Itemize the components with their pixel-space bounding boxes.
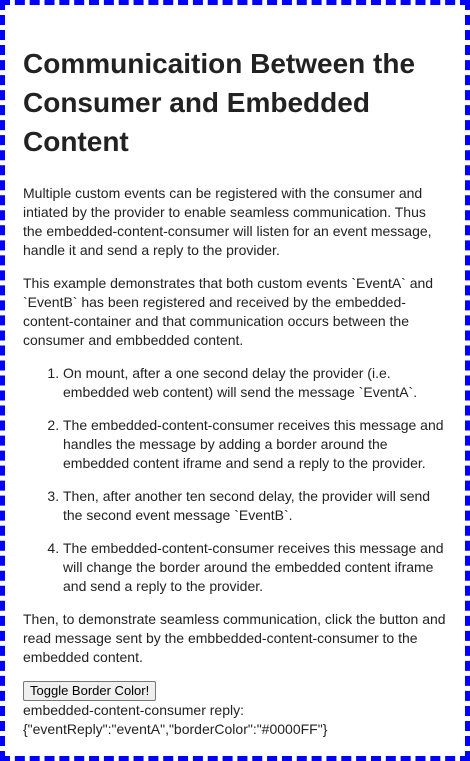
list-item: 4. The embedded-content-consumer receives this message and will change the border around the embedded content iframe and send a reply to the provider.: [63, 539, 447, 596]
steps-list: [23, 364, 447, 596]
list-item: 1. On mount, after a one second delay the provider (i.e. embedded web content) will send the message `EventA`.: [63, 364, 447, 402]
closing-paragraph: Then, to demonstrate seamless communication, click the button and read message sent by the embbedded-content-consumer to the embedded content.: [23, 611, 446, 665]
toggle-border-color-button[interactable]: Toggle Border Color!: [23, 681, 156, 701]
example-paragraph: This example demonstrates that both custom events `EventA` and `EventB` has been registered and received by the embedded-content-container and that communication occurs between the consumer and embbedded content.: [23, 275, 434, 348]
list-item: 3. Then, after another ten second delay, the provider will send the second event message `EventB`.: [63, 487, 447, 525]
page-title: Communicaition Between the Consumer and Embedded Content: [23, 48, 416, 157]
intro-paragraph: Multiple custom events can be registered with the consumer and intiated by the provider to enable seamless communication. Thus the embedded-content-consumer will listen for an event message, handle it and send a reply to the provider.: [23, 185, 432, 258]
reply-value: {"eventReply":"eventA","borderColor":"#0000FF"}: [23, 721, 328, 737]
reply-label: embedded-content-consumer reply:: [23, 702, 245, 718]
list-item: 2. The embedded-content-consumer receives this message and handles the message by adding a border around the embedded content iframe and send a reply to the provider.: [63, 416, 447, 473]
